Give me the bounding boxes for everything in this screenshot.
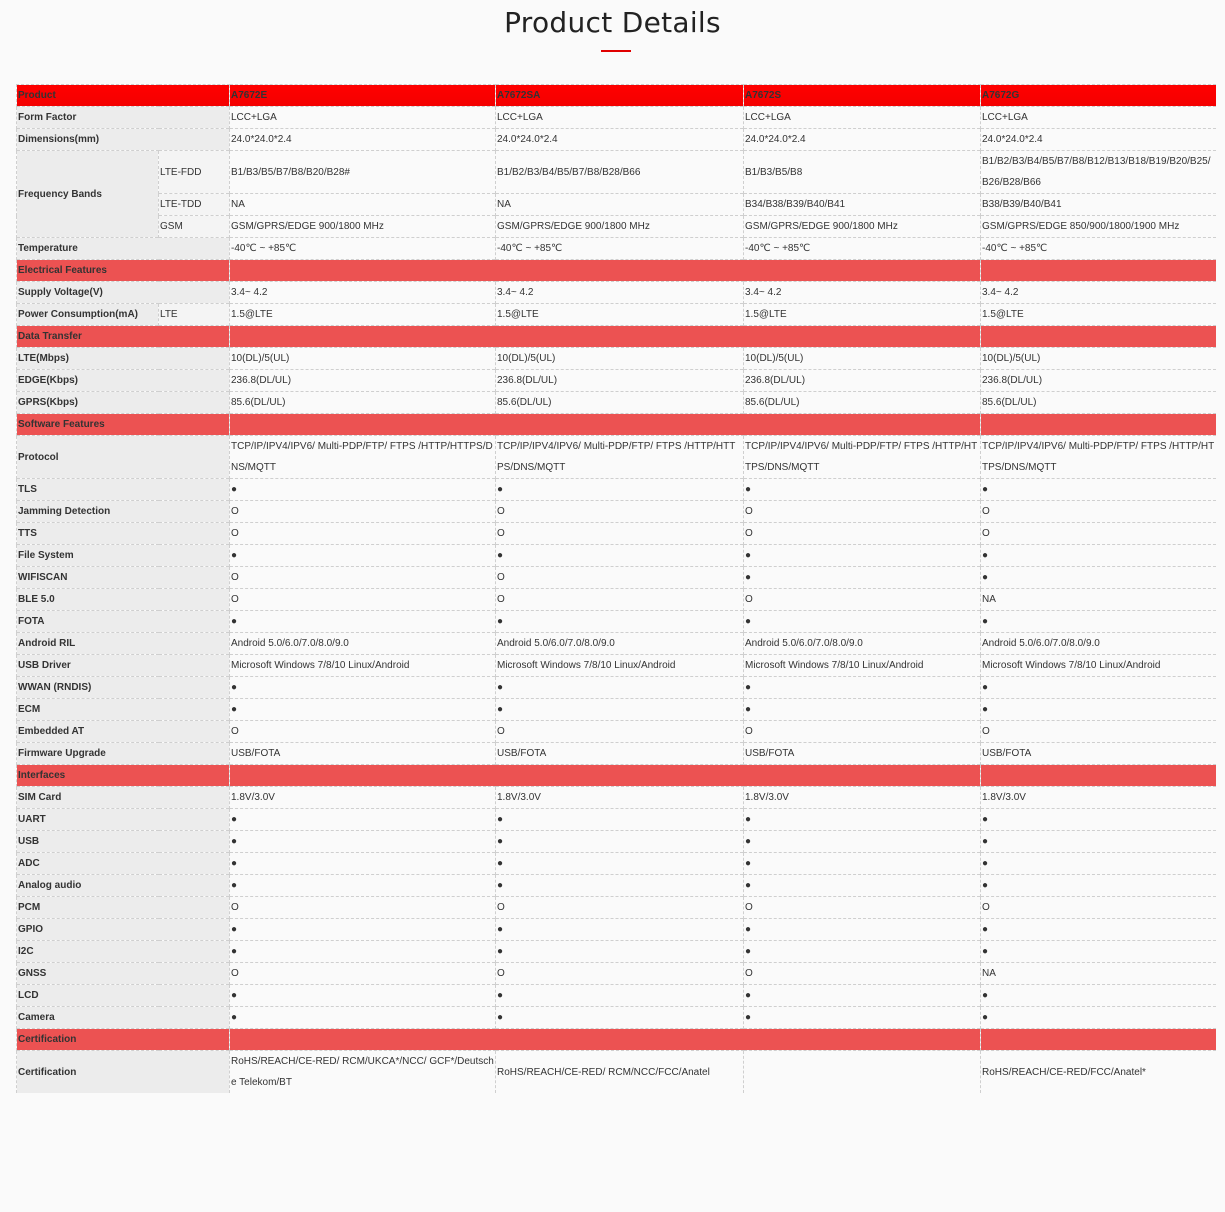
section-fill bbox=[230, 1029, 981, 1051]
row-label: TLS bbox=[17, 479, 230, 501]
cell-value: USB/FOTA bbox=[496, 743, 744, 765]
header-model: A7672SA bbox=[496, 85, 744, 107]
row-gpio bbox=[17, 919, 1216, 941]
row-label: File System bbox=[17, 545, 230, 567]
row-sublabel: LTE-FDD bbox=[159, 151, 230, 194]
row-uart bbox=[17, 809, 1216, 831]
row-gprs bbox=[17, 392, 1216, 414]
row-frequency-0 bbox=[17, 151, 1216, 194]
cell-value: B1/B3/B5/B8 bbox=[744, 151, 981, 194]
section-fill bbox=[230, 414, 981, 436]
cell-value: B1/B2/B3/B4/B5/B7/B8/B12/B13/B18/B19/B20/B25/B26/B28/B66 bbox=[981, 151, 1216, 194]
row-label: Camera bbox=[17, 1007, 230, 1029]
row-label: Firmware Upgrade bbox=[17, 743, 230, 765]
cell-value: O bbox=[981, 523, 1216, 545]
cell-value: USB/FOTA bbox=[230, 743, 496, 765]
section-sec_software bbox=[17, 414, 1216, 436]
cell-value: USB/FOTA bbox=[744, 743, 981, 765]
cell-value: ● bbox=[496, 545, 744, 567]
row-label: Certification bbox=[17, 1051, 230, 1094]
row-label: SIM Card bbox=[17, 787, 230, 809]
cell-value: GSM/GPRS/EDGE 900/1800 MHz bbox=[744, 216, 981, 238]
header-model: A7672S bbox=[744, 85, 981, 107]
cell-value: 1.5@LTE bbox=[981, 304, 1216, 326]
cell-value: O bbox=[230, 963, 496, 985]
cell-value: ● bbox=[230, 919, 496, 941]
row-label: GPIO bbox=[17, 919, 230, 941]
cell-value: O bbox=[744, 523, 981, 545]
cell-value: ● bbox=[981, 853, 1216, 875]
cell-value: GSM/GPRS/EDGE 850/900/1800/1900 MHz bbox=[981, 216, 1216, 238]
row-sublabel: LTE-TDD bbox=[159, 194, 230, 216]
section-sec_cert bbox=[17, 1029, 1216, 1051]
row-camera bbox=[17, 1007, 1216, 1029]
row-sim bbox=[17, 787, 1216, 809]
cell-value: 24.0*24.0*2.4 bbox=[744, 129, 981, 151]
cell-value: ● bbox=[496, 941, 744, 963]
cell-value: ● bbox=[496, 611, 744, 633]
row-label: UART bbox=[17, 809, 230, 831]
cell-value: O bbox=[981, 897, 1216, 919]
cell-value: O bbox=[496, 897, 744, 919]
cell-value: O bbox=[744, 721, 981, 743]
row-label: ADC bbox=[17, 853, 230, 875]
cell-value: ● bbox=[744, 919, 981, 941]
section-fill bbox=[981, 326, 1216, 348]
cell-value: 24.0*24.0*2.4 bbox=[496, 129, 744, 151]
row-label: LTE(Mbps) bbox=[17, 348, 230, 370]
cell-value: NA bbox=[230, 194, 496, 216]
cell-value: Android 5.0/6.0/7.0/8.0/9.0 bbox=[230, 633, 496, 655]
row-embedded_at bbox=[17, 721, 1216, 743]
cell-value: 10(DL)/5(UL) bbox=[981, 348, 1216, 370]
cell-value: ● bbox=[496, 809, 744, 831]
cell-value: TCP/IP/IPV4/IPV6/ Multi-PDP/FTP/ FTPS /HTTP/HTTPS/DNS/MQTT bbox=[744, 436, 981, 479]
cell-value: Microsoft Windows 7/8/10 Linux/Android bbox=[744, 655, 981, 677]
cell-value: 1.8V/3.0V bbox=[496, 787, 744, 809]
cell-value: ● bbox=[981, 699, 1216, 721]
row-label: Supply Voltage(V) bbox=[17, 282, 230, 304]
cell-value: NA bbox=[981, 963, 1216, 985]
cell-value: 85.6(DL/UL) bbox=[496, 392, 744, 414]
cell-value: 85.6(DL/UL) bbox=[981, 392, 1216, 414]
cell-value: -40℃ ~ +85℃ bbox=[744, 238, 981, 260]
spec-table bbox=[16, 84, 1216, 1093]
header-product: Product bbox=[17, 85, 230, 107]
cell-value: O bbox=[744, 897, 981, 919]
row-label: PCM bbox=[17, 897, 230, 919]
row-fota bbox=[17, 611, 1216, 633]
cell-value: ● bbox=[981, 611, 1216, 633]
row-label: TTS bbox=[17, 523, 230, 545]
cell-value: O bbox=[744, 501, 981, 523]
row-adc bbox=[17, 853, 1216, 875]
title-underline bbox=[601, 50, 631, 52]
cell-value: 1.5@LTE bbox=[496, 304, 744, 326]
row-analog_audio bbox=[17, 875, 1216, 897]
section-sec_interfaces bbox=[17, 765, 1216, 787]
cell-value: ● bbox=[744, 853, 981, 875]
row-form_factor bbox=[17, 107, 1216, 129]
row-tls bbox=[17, 479, 1216, 501]
row-lcd bbox=[17, 985, 1216, 1007]
cell-value: Android 5.0/6.0/7.0/8.0/9.0 bbox=[744, 633, 981, 655]
cell-value: RoHS/REACH/CE-RED/ RCM/NCC/FCC/Anatel bbox=[496, 1051, 744, 1094]
cell-value: ● bbox=[744, 699, 981, 721]
cell-value: ● bbox=[744, 611, 981, 633]
cell-value: -40℃ ~ +85℃ bbox=[496, 238, 744, 260]
cell-value: LCC+LGA bbox=[496, 107, 744, 129]
row-wifiscan bbox=[17, 567, 1216, 589]
cell-value: ● bbox=[981, 479, 1216, 501]
cell-value: ● bbox=[981, 919, 1216, 941]
cell-value: O bbox=[230, 589, 496, 611]
row-usb bbox=[17, 831, 1216, 853]
cell-value: 85.6(DL/UL) bbox=[744, 392, 981, 414]
cell-value: Android 5.0/6.0/7.0/8.0/9.0 bbox=[981, 633, 1216, 655]
cell-value: ● bbox=[230, 809, 496, 831]
row-label: WIFISCAN bbox=[17, 567, 230, 589]
cell-value: -40℃ ~ +85℃ bbox=[981, 238, 1216, 260]
cell-value: O bbox=[744, 589, 981, 611]
cell-value: USB/FOTA bbox=[981, 743, 1216, 765]
cell-value: ● bbox=[744, 545, 981, 567]
cell-value: ● bbox=[230, 545, 496, 567]
row-sublabel: LTE bbox=[159, 304, 230, 326]
cell-value: ● bbox=[230, 853, 496, 875]
cell-value: 1.8V/3.0V bbox=[744, 787, 981, 809]
cell-value: 236.8(DL/UL) bbox=[230, 370, 496, 392]
section-sec_data bbox=[17, 326, 1216, 348]
cell-value: B38/B39/B40/B41 bbox=[981, 194, 1216, 216]
cell-value: O bbox=[496, 963, 744, 985]
cell-value: ● bbox=[230, 941, 496, 963]
cell-value: ● bbox=[981, 545, 1216, 567]
row-label: GNSS bbox=[17, 963, 230, 985]
row-label: GPRS(Kbps) bbox=[17, 392, 230, 414]
cell-value: ● bbox=[230, 677, 496, 699]
section-title: Interfaces bbox=[17, 765, 230, 787]
cell-value: O bbox=[496, 523, 744, 545]
cell-value: ● bbox=[744, 677, 981, 699]
cell-value: O bbox=[230, 523, 496, 545]
section-fill bbox=[981, 414, 1216, 436]
cell-value: ● bbox=[981, 831, 1216, 853]
row-label: Frequency Bands bbox=[17, 151, 159, 238]
cell-value: ● bbox=[230, 479, 496, 501]
cell-value: O bbox=[230, 501, 496, 523]
cell-value: GSM/GPRS/EDGE 900/1800 MHz bbox=[496, 216, 744, 238]
row-ecm bbox=[17, 699, 1216, 721]
cell-value: O bbox=[496, 567, 744, 589]
cell-value: TCP/IP/IPV4/IPV6/ Multi-PDP/FTP/ FTPS /HTTP/HTTPS/DNS/MQTT bbox=[496, 436, 744, 479]
cell-value: 236.8(DL/UL) bbox=[496, 370, 744, 392]
cell-value: ● bbox=[496, 699, 744, 721]
cell-value: TCP/IP/IPV4/IPV6/ Multi-PDP/FTP/ FTPS /HTTP/HTTPS/DNS/MQTT bbox=[981, 436, 1216, 479]
cell-value: B34/B38/B39/B40/B41 bbox=[744, 194, 981, 216]
header-model: A7672G bbox=[981, 85, 1216, 107]
row-label: Dimensions(mm) bbox=[17, 129, 230, 151]
section-title: Certification bbox=[17, 1029, 230, 1051]
cell-value: O bbox=[981, 501, 1216, 523]
cell-value: O bbox=[230, 897, 496, 919]
cell-value: Android 5.0/6.0/7.0/8.0/9.0 bbox=[496, 633, 744, 655]
cell-value: GSM/GPRS/EDGE 900/1800 MHz bbox=[230, 216, 496, 238]
row-pcm bbox=[17, 897, 1216, 919]
cell-value: ● bbox=[496, 831, 744, 853]
row-dimensions bbox=[17, 129, 1216, 151]
row-frequency-1 bbox=[17, 194, 1216, 216]
section-fill bbox=[981, 260, 1216, 282]
cell-value: O bbox=[230, 721, 496, 743]
row-lte bbox=[17, 348, 1216, 370]
cell-value: 1.8V/3.0V bbox=[981, 787, 1216, 809]
section-title: Electrical Features bbox=[17, 260, 230, 282]
cell-value: ● bbox=[744, 875, 981, 897]
cell-value: ● bbox=[496, 479, 744, 501]
row-label: USB bbox=[17, 831, 230, 853]
row-frequency-2 bbox=[17, 216, 1216, 238]
cell-value: ● bbox=[981, 985, 1216, 1007]
cell-value: ● bbox=[981, 941, 1216, 963]
cell-value: 236.8(DL/UL) bbox=[981, 370, 1216, 392]
cell-value: Microsoft Windows 7/8/10 Linux/Android bbox=[230, 655, 496, 677]
row-label: WWAN (RNDIS) bbox=[17, 677, 230, 699]
section-fill bbox=[230, 326, 981, 348]
section-sec_electrical bbox=[17, 260, 1216, 282]
section-fill bbox=[230, 765, 981, 787]
cell-value: B1/B2/B3/B4/B5/B7/B8/B28/B66 bbox=[496, 151, 744, 194]
cell-value: ● bbox=[230, 611, 496, 633]
cell-value: ● bbox=[496, 1007, 744, 1029]
cell-value: RoHS/REACH/CE-RED/FCC/Anatel* bbox=[981, 1051, 1216, 1094]
row-firmware bbox=[17, 743, 1216, 765]
cell-value: TCP/IP/IPV4/IPV6/ Multi-PDP/FTP/ FTPS /HTTP/HTTPS/DNS/MQTT bbox=[230, 436, 496, 479]
row-label: USB Driver bbox=[17, 655, 230, 677]
section-fill bbox=[981, 765, 1216, 787]
row-tts bbox=[17, 523, 1216, 545]
header-model: A7672E bbox=[230, 85, 496, 107]
cell-value: NA bbox=[981, 589, 1216, 611]
row-sublabel: GSM bbox=[159, 216, 230, 238]
row-label: BLE 5.0 bbox=[17, 589, 230, 611]
cell-value: LCC+LGA bbox=[744, 107, 981, 129]
cell-value: 1.5@LTE bbox=[230, 304, 496, 326]
cell-value: ● bbox=[744, 941, 981, 963]
cell-value: O bbox=[496, 501, 744, 523]
row-label: Temperature bbox=[17, 238, 230, 260]
row-android_ril bbox=[17, 633, 1216, 655]
cell-value: ● bbox=[230, 985, 496, 1007]
cell-value: 1.8V/3.0V bbox=[230, 787, 496, 809]
row-temperature bbox=[17, 238, 1216, 260]
row-usb_driver bbox=[17, 655, 1216, 677]
row-label: Embedded AT bbox=[17, 721, 230, 743]
cell-value: LCC+LGA bbox=[981, 107, 1216, 129]
row-label: Jamming Detection bbox=[17, 501, 230, 523]
cell-value: ● bbox=[744, 1007, 981, 1029]
cell-value: ● bbox=[744, 985, 981, 1007]
cell-value: 236.8(DL/UL) bbox=[744, 370, 981, 392]
cell-value: 3.4~ 4.2 bbox=[981, 282, 1216, 304]
cell-value: ● bbox=[744, 567, 981, 589]
section-fill bbox=[981, 1029, 1216, 1051]
cell-value: O bbox=[230, 567, 496, 589]
cell-value: ● bbox=[496, 677, 744, 699]
row-supply_voltage bbox=[17, 282, 1216, 304]
cell-value: -40℃ ~ +85℃ bbox=[230, 238, 496, 260]
row-jamming bbox=[17, 501, 1216, 523]
cell-value: ● bbox=[981, 875, 1216, 897]
cell-value: ● bbox=[981, 809, 1216, 831]
row-label: ECM bbox=[17, 699, 230, 721]
row-label: Form Factor bbox=[17, 107, 230, 129]
cell-value: NA bbox=[496, 194, 744, 216]
cell-value: 24.0*24.0*2.4 bbox=[981, 129, 1216, 151]
section-title: Data Transfer bbox=[17, 326, 230, 348]
row-label: FOTA bbox=[17, 611, 230, 633]
row-i2c bbox=[17, 941, 1216, 963]
row-ble bbox=[17, 589, 1216, 611]
row-protocol bbox=[17, 436, 1216, 479]
cell-value: O bbox=[744, 963, 981, 985]
cell-value: ● bbox=[744, 831, 981, 853]
row-label: Power Consumption(mA) bbox=[17, 304, 159, 326]
cell-value: O bbox=[981, 721, 1216, 743]
section-fill bbox=[230, 260, 981, 282]
cell-value: ● bbox=[496, 875, 744, 897]
cell-value: 85.6(DL/UL) bbox=[230, 392, 496, 414]
cell-value: ● bbox=[981, 567, 1216, 589]
page-title: Product Details bbox=[504, 6, 721, 39]
cell-value: O bbox=[496, 589, 744, 611]
cell-value: ● bbox=[230, 699, 496, 721]
row-label: I2C bbox=[17, 941, 230, 963]
cell-value: Microsoft Windows 7/8/10 Linux/Android bbox=[981, 655, 1216, 677]
cell-value: 24.0*24.0*2.4 bbox=[230, 129, 496, 151]
cell-value: 3.4~ 4.2 bbox=[496, 282, 744, 304]
cell-value: RoHS/REACH/CE-RED/ RCM/UKCA*/NCC/ GCF*/Deutsche Telekom/BT bbox=[230, 1051, 496, 1094]
cell-value: ● bbox=[981, 677, 1216, 699]
header-row bbox=[17, 85, 1216, 107]
row-label: LCD bbox=[17, 985, 230, 1007]
row-edge bbox=[17, 370, 1216, 392]
cell-value: ● bbox=[230, 875, 496, 897]
cell-value: ● bbox=[496, 853, 744, 875]
cell-value: LCC+LGA bbox=[230, 107, 496, 129]
row-filesystem bbox=[17, 545, 1216, 567]
cell-value: ● bbox=[496, 919, 744, 941]
cell-value: ● bbox=[230, 831, 496, 853]
row-label: Protocol bbox=[17, 436, 230, 479]
cell-value: 10(DL)/5(UL) bbox=[496, 348, 744, 370]
cell-value: 3.4~ 4.2 bbox=[744, 282, 981, 304]
cell-value: ● bbox=[496, 985, 744, 1007]
cell-value: ● bbox=[981, 1007, 1216, 1029]
row-label: EDGE(Kbps) bbox=[17, 370, 230, 392]
cell-value: B1/B3/B5/B7/B8/B20/B28# bbox=[230, 151, 496, 194]
cell-value: ● bbox=[744, 809, 981, 831]
cell-value: Microsoft Windows 7/8/10 Linux/Android bbox=[496, 655, 744, 677]
row-label: Android RIL bbox=[17, 633, 230, 655]
row-label: Analog audio bbox=[17, 875, 230, 897]
cell-value: 10(DL)/5(UL) bbox=[230, 348, 496, 370]
row-gnss bbox=[17, 963, 1216, 985]
row-power bbox=[17, 304, 1216, 326]
cell-value: 3.4~ 4.2 bbox=[230, 282, 496, 304]
cell-value: ● bbox=[744, 479, 981, 501]
cell-value: 1.5@LTE bbox=[744, 304, 981, 326]
row-certification bbox=[17, 1051, 1216, 1094]
cell-value bbox=[744, 1051, 981, 1094]
cell-value: 10(DL)/5(UL) bbox=[744, 348, 981, 370]
row-wwan bbox=[17, 677, 1216, 699]
section-title: Software Features bbox=[17, 414, 230, 436]
cell-value: ● bbox=[230, 1007, 496, 1029]
cell-value: O bbox=[496, 721, 744, 743]
